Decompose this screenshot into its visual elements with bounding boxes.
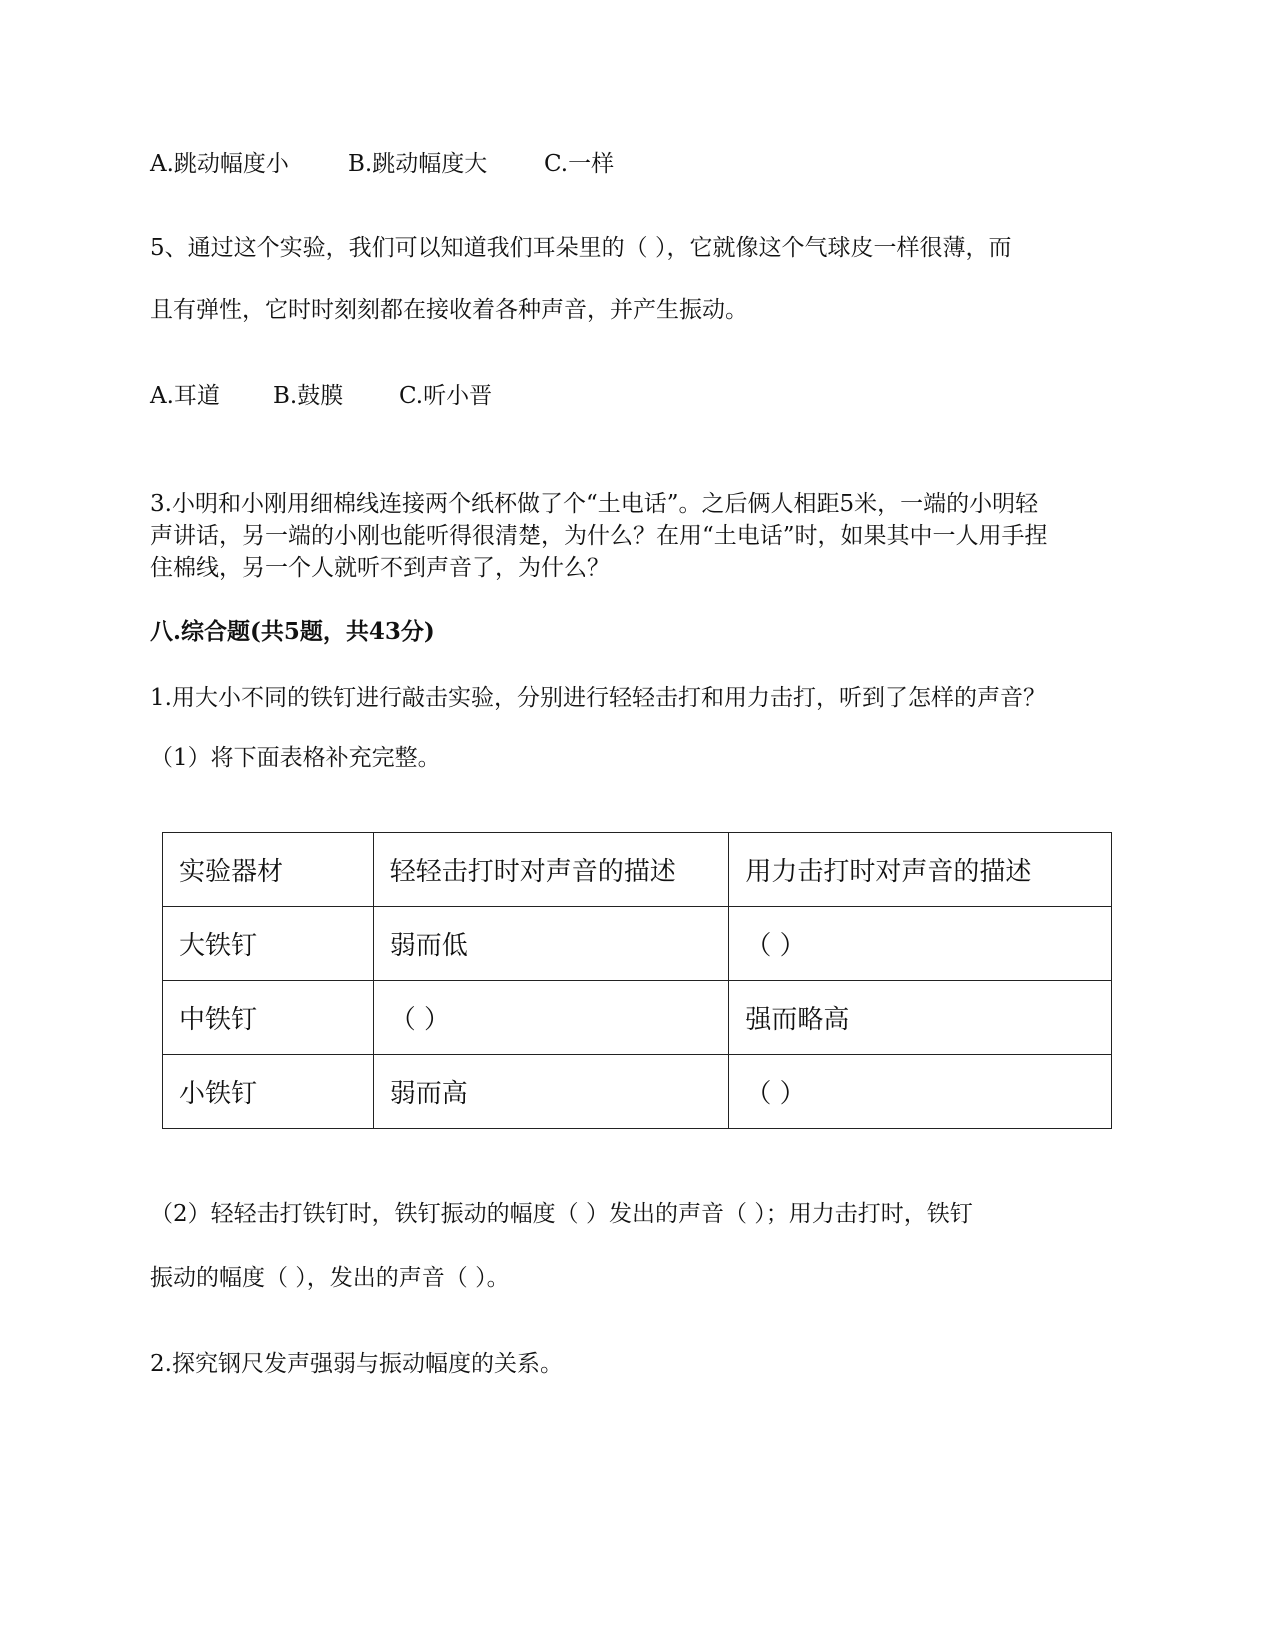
p1-sub1: （1）将下面表格补充完整。: [150, 745, 441, 771]
q3-line-3: 住棉线，另一个人就听不到声音了，为什么？: [150, 555, 610, 581]
p2-question: 2.探究钢尺发声强弱与振动幅度的关系。: [150, 1351, 563, 1377]
q5-line-2: 且有弹性，它时时刻刻都在接收着各种声音，并产生振动。: [150, 297, 748, 323]
q5-option-a: A.耳道: [150, 383, 220, 409]
q4-options: [150, 148, 614, 180]
section-title: 八.综合题(共5题，共43分): [150, 618, 435, 645]
q3-line-2: 声讲话，另一端的小刚也能听得很清楚，为什么？在用“土电话”时，如果其中一人用手捏: [150, 523, 1048, 549]
table-cell: 强而略高: [729, 981, 1112, 1055]
table-header-cell: 实验器材: [163, 833, 374, 907]
q5-options: [150, 380, 492, 412]
nail-table: [162, 832, 1112, 1129]
q5-option-c: C.听小晋: [399, 383, 493, 409]
table-cell-blank: （ ）: [373, 981, 729, 1055]
table-header-cell: 轻轻击打时对声音的描述: [373, 833, 729, 907]
p1-sub2-line-2: 振动的幅度（ ），发出的声音（ ）。: [150, 1265, 510, 1291]
q5-line-1: 5、通过这个实验，我们可以知道我们耳朵里的（ ），它就像这个气球皮一样很薄，而: [150, 235, 1012, 261]
table-cell: 小铁钉: [163, 1055, 374, 1129]
table-cell: 弱而低: [373, 907, 729, 981]
table-row: [163, 1055, 1112, 1129]
q5-option-b: B.鼓膜: [273, 383, 344, 409]
table-cell: 大铁钉: [163, 907, 374, 981]
table-row: [163, 907, 1112, 981]
table-row: [163, 981, 1112, 1055]
p1-sub2-line-1: （2）轻轻击打铁钉时，铁钉振动的幅度（ ）发出的声音（ ）；用力击打时，铁钉: [150, 1201, 973, 1227]
q4-option-b: B.跳动幅度大: [348, 151, 488, 177]
table-cell: 中铁钉: [163, 981, 374, 1055]
q4-option-a: A.跳动幅度小: [150, 151, 289, 177]
table-header-cell: 用力击打时对声音的描述: [729, 833, 1112, 907]
table-cell: 弱而高: [373, 1055, 729, 1129]
table-cell-blank: （ ）: [729, 1055, 1112, 1129]
table-header-row: [163, 833, 1112, 907]
q4-option-c: C.一样: [544, 151, 615, 177]
p1-question: 1.用大小不同的铁钉进行敲击实验，分别进行轻轻击打和用力击打，听到了怎样的声音？: [150, 685, 1046, 711]
q3-line-1: 3.小明和小刚用细棉线连接两个纸杯做了个“土电话”。之后俩人相距5米，一端的小明轻: [150, 491, 1039, 517]
table-cell-blank: （ ）: [729, 907, 1112, 981]
